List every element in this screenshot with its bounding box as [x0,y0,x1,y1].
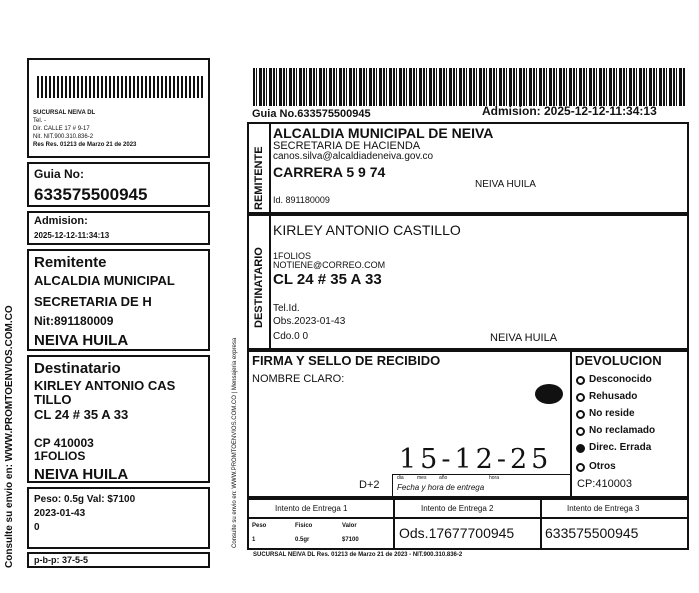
stub-remitente-label: Remitente [34,254,107,271]
stub-dest-name1: KIRLEY ANTONIO CAS [34,378,176,393]
stub-peso-box [27,487,210,549]
main-rem-line2: SECRETARIA DE HACIENDA [273,140,421,152]
main-remitente-side: REMITENTE [253,146,265,210]
stub-footer-box [27,552,210,568]
peso-label: Peso [252,523,267,529]
stub-dest-city: NEIVA HUILA [34,466,129,483]
fecha-caption: Fecha y hora de entrega [397,483,485,492]
main-admision: Admision: 2025-12-12-11:34:13 [482,104,657,118]
devolucion-option-rehusado: Rehusado [589,391,638,402]
intento-3: Intento de Entrega 3 [567,504,640,513]
fecha-hora: hora [489,475,500,481]
stub-admision-label: Admision: [34,215,88,227]
stub-remitente-name1: ALCALDIA MUNICIPAL [34,273,175,288]
devolucion-option-direc-errada: Direc. Errada [589,442,652,453]
main-remitente-box [247,122,689,214]
main-rem-email: canos.silva@alcaldiadeneiva.gov.co [273,151,434,162]
guia-repeat: 633575500945 [545,525,639,541]
stub-dest-folios: 1FOLIOS [34,449,86,463]
stub [24,58,212,568]
intento-1: Intento de Entrega 1 [275,504,348,513]
radio-desconocido[interactable] [576,376,585,385]
stub-admision-box [27,211,210,245]
stub-remitente-city: NEIVA HUILA [34,332,129,349]
main-dest-email: NOTIENE@CORREO.COM [273,260,386,270]
stub-remitente-box [27,249,210,351]
main-side-small: Consulte su envio en: WWW.PROMTOENVIOS.COM.CO | Mensajeria expresa [232,337,238,548]
valor-label: Valor [342,523,357,529]
fecha-ano: año [439,475,448,481]
devolucion-box [570,350,689,498]
promto-logo [37,76,203,98]
stub-dest-name2: TILLO [34,392,72,407]
main-rem-addr: CARRERA 5 9 74 [273,164,386,180]
stub-dir: Dir. CALLE 17 # 9-17 [33,126,90,132]
signature-scribble [535,384,563,404]
main-dest-tel: Tel.Id. [273,303,300,314]
main-dest-city: NEIVA HUILA [490,332,558,344]
d-plus-2: D+2 [359,479,380,491]
stub-res: Res Res. 01213 de Marzo 21 de 2023 [33,142,137,148]
firma-title: FIRMA Y SELLO DE RECIBIDO [252,353,441,368]
fecha-mes: mes [417,475,427,481]
stub-zero: 0 [34,522,40,533]
main-rem-line1: ALCALDIA MUNICIPAL DE NEIVA [273,125,494,141]
radio-rehusado[interactable] [576,393,585,402]
stub-date: 2023-01-43 [34,508,86,519]
stub-footer: p-b-p: 37-5-5 [34,555,88,565]
fisico-label: Fisico [295,523,313,529]
radio-otros[interactable] [576,463,585,472]
stub-remitente-name2: SECRETARIA DE H [34,294,152,309]
stub-remitente-nit: Nit:891180009 [34,314,114,328]
stub-office: SUCURSAL NEIVA DL [33,110,96,116]
ods-number: Ods.17677700945 [399,525,515,541]
devolucion-option-desconocido: Desconocido [589,374,652,385]
devolucion-option-no-reside: No reside [589,408,635,419]
main-dest-obs: Obs.2023-01-43 [273,316,346,327]
stub-nit: Nit. NIT.900.310.836-2 [33,134,94,140]
main-dest-name: KIRLEY ANTONIO CASTILLO [273,222,461,238]
handwritten-date: 15-12-25 [399,444,553,475]
stub-peso: Peso: 0.5g Val: $7100 [34,494,136,505]
stub-guia-label: Guia No: [34,167,84,181]
intento-2: Intento de Entrega 2 [421,504,494,513]
radio-no-reclamado[interactable] [576,427,585,436]
stub-admision-value: 2025-12-12-11:34:13 [34,231,110,240]
stub-guia-box [27,162,210,207]
main-rem-id: Id. 891180009 [273,195,330,205]
valor-val: $7100 [342,537,359,543]
fisico-val: 0.5gr [295,537,310,543]
stub-dest-cp: CP 410003 [34,436,94,450]
main-destinatario-box [247,214,689,350]
main-dest-folios: 1FOLIOS [273,251,312,261]
stub-destinatario-label: Destinatario [34,360,121,377]
fecha-dia: dia [397,475,404,481]
stub-destinatario-box [27,355,210,483]
peso-val: 1 [252,537,256,543]
stub-header-box [27,58,210,158]
main-dest-cdo: Cdo.0 0 [273,331,309,342]
stub-dest-addr: CL 24 # 35 A 33 [34,407,129,422]
devolucion-option-otros: Otros [589,461,616,472]
stub-guia-number: 633575500945 [34,185,148,204]
main-guia-no: Guia No.633575500945 [252,108,371,120]
main-dest-addr: CL 24 # 35 A 33 [273,271,382,288]
fecha-entrega-box [392,474,570,496]
main-rem-city: NEIVA HUILA [475,179,536,190]
intentos-box [247,498,689,550]
devolucion-option-no-reclamado: No reclamado [589,425,656,436]
main-destinatario-side: DESTINATARIO [253,247,265,328]
radio-no-reside[interactable] [576,410,585,419]
radio-direc-errada[interactable] [576,444,585,453]
nombre-claro: NOMBRE CLARO: [252,373,345,385]
stub-side-text: Consulte su envio en: WWW.PROMTOENVIOS.COM.CO [4,305,15,568]
barcode [253,68,685,106]
stub-tel: Tel. - [33,118,47,124]
devolucion-title: DEVOLUCION [575,353,662,368]
firma-box [247,350,572,498]
devolucion-cp: CP:410003 [577,478,633,490]
bottom-footer: SUCURSAL NEIVA DL Res. 01213 de Marzo 21 de 2023 - NIT.900.310.836-2 [253,552,463,558]
